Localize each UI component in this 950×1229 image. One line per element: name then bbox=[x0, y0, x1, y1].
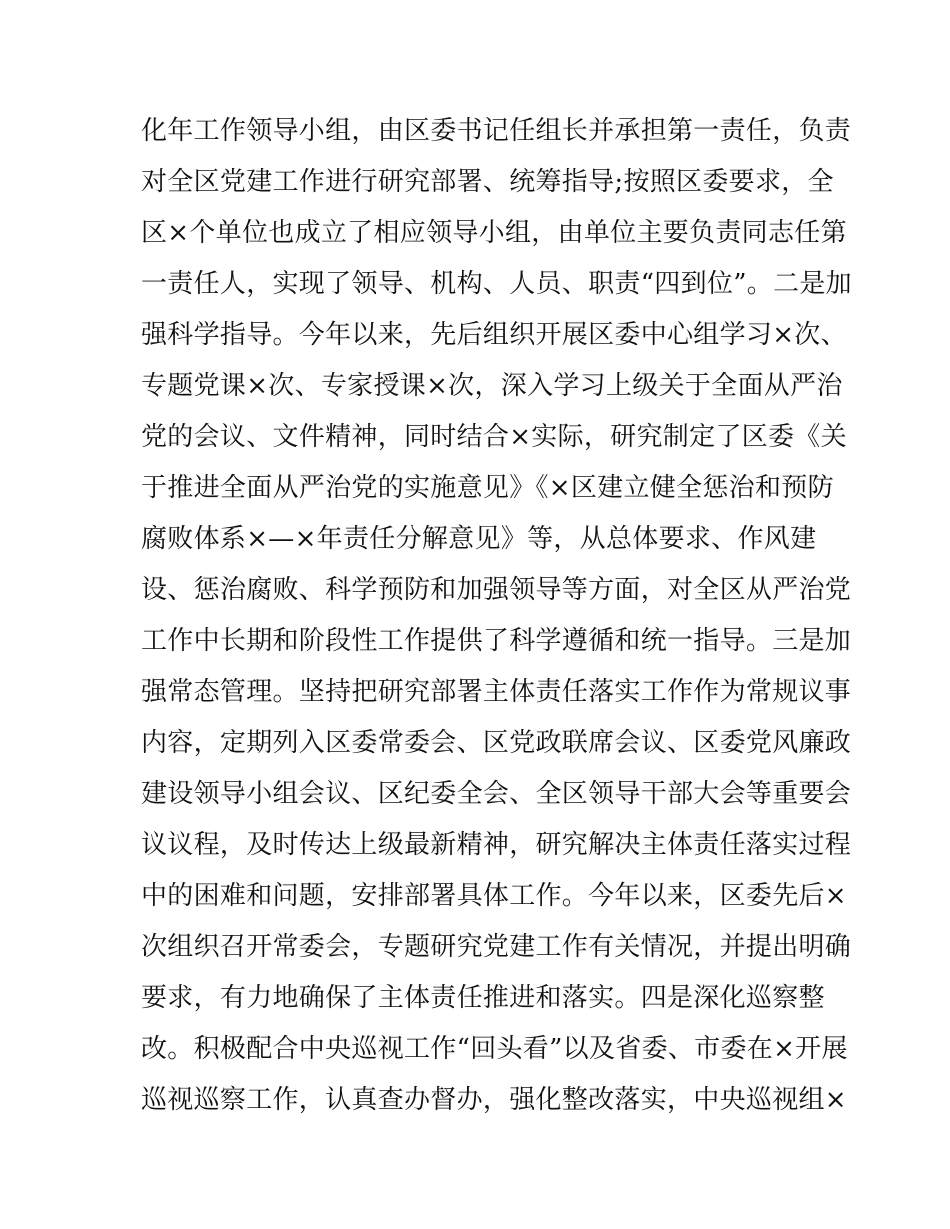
text-line-16: 中的困难和问题，安排部署具体工作。今年以来，区委先后× bbox=[141, 881, 847, 911]
text-line-20: 巡视巡察工作，认真查办督办，强化整改落实，中央巡视组× bbox=[141, 1085, 847, 1115]
text-line-3: 区×个单位也成立了相应领导小组，由单位主要负责同志任第 bbox=[141, 218, 847, 248]
text-line-10: 设、惩治腐败、科学预防和加强领导等方面，对全区从严治党 bbox=[141, 575, 852, 605]
text-line-12: 强常态管理。坚持把研究部署主体责任落实工作作为常规议事 bbox=[141, 677, 852, 707]
text-line-8: 于推进全面从严治党的实施意见》《×区建立健全惩治和预防 bbox=[141, 473, 834, 503]
body-text bbox=[141, 106, 852, 1126]
text-line-15: 议议程，及时传达上级最新精神，研究解决主体责任落实过程 bbox=[141, 830, 852, 860]
text-line-6: 专题党课×次、专家授课×次，深入学习上级关于全面从严治 bbox=[141, 371, 843, 401]
text-line-7: 党的会议、文件精神，同时结合×实际，研究制定了区委《关 bbox=[141, 422, 847, 452]
text-line-11: 工作中长期和阶段性工作提供了科学遵循和统一指导。三是加 bbox=[141, 626, 852, 656]
text-line-18: 要求，有力地确保了主体责任推进和落实。四是深化巡察整 bbox=[141, 983, 825, 1013]
text-line-17: 次组织召开常委会，专题研究党建工作有关情况，并提出明确 bbox=[141, 932, 852, 962]
text-line-1: 化年工作领导小组，由区委书记任组长并承担第一责任，负责 bbox=[141, 116, 852, 146]
text-line-4: 一责任人，实现了领导、机构、人员、职责“四到位”。二是加 bbox=[141, 269, 852, 299]
text-line-13: 内容，定期列入区委常委会、区党政联席会议、区委党风廉政 bbox=[141, 728, 852, 758]
text-line-2: 对全区党建工作进行研究部署、统筹指导;按照区委要求，全 bbox=[141, 167, 834, 197]
text-line-14: 建设领导小组会议、区纪委全会、全区领导干部大会等重要会 bbox=[141, 779, 852, 809]
text-line-19: 改。积极配合中央巡视工作“回头看”以及省委、市委在×开展 bbox=[141, 1034, 848, 1064]
text-line-5: 强科学指导。今年以来，先后组织开展区委中心组学习×次、 bbox=[141, 320, 847, 350]
text-line-9: 腐败体系×—×年责任分解意见》等，从总体要求、作风建 bbox=[141, 524, 817, 554]
